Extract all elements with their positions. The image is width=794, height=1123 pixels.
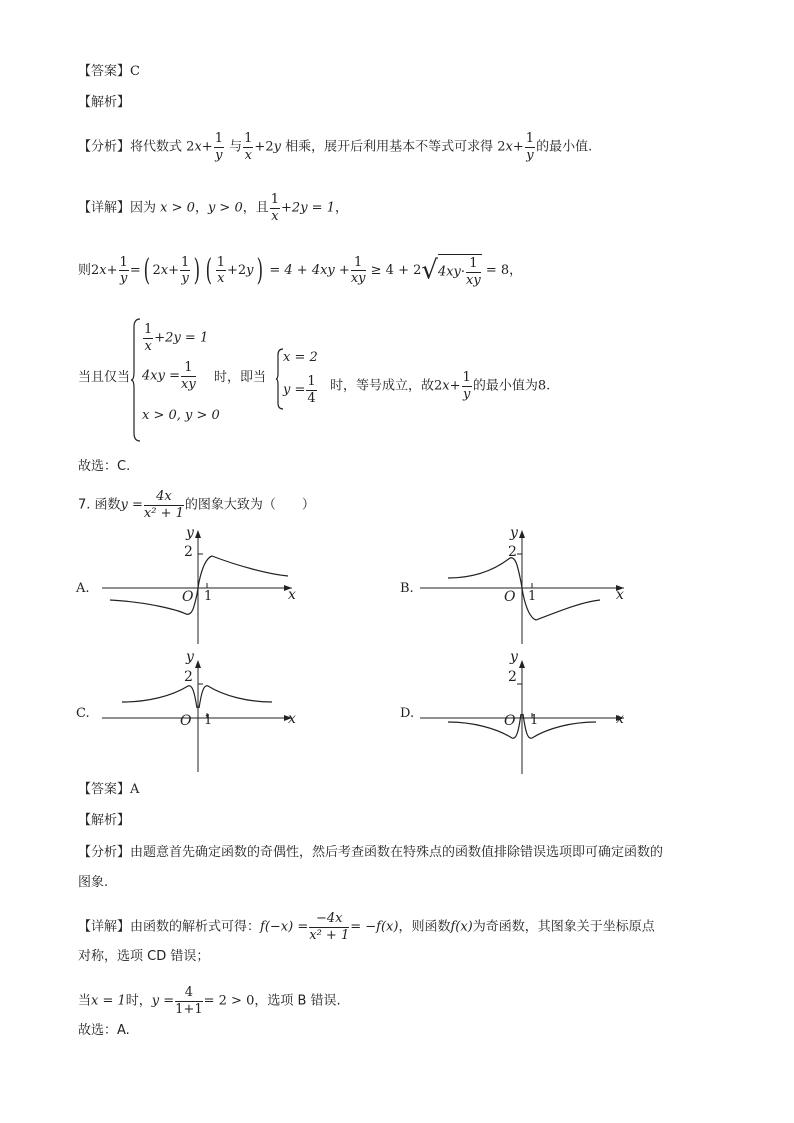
sys-l2-text: 4xy = <box>142 368 180 384</box>
q6-min-value: 8. <box>537 378 551 394</box>
math-2x-b: 2x+ <box>497 139 524 155</box>
graph-d-tick-x: 1 <box>530 713 539 728</box>
q6-fenxi-text-4: 的最小值. <box>536 139 593 155</box>
q6-xj-end: ， <box>334 200 348 216</box>
q6-chain-end: = 8， <box>485 263 523 279</box>
q7-xj-text-1: 由函数的解析式可得： <box>130 919 261 935</box>
q6-conclusion: 时，等号成立，故2x+ $\frac{1}{y}$ 的最小值为8. <box>330 370 551 402</box>
q7-xiangjie-line <box>78 912 655 942</box>
q7-dang-den: 1+1 <box>175 1001 203 1017</box>
graph-d <box>420 660 624 774</box>
sys-line-2: 4xy = $\frac{1}{xy}$ <box>142 360 196 392</box>
graph-a-y-label: y <box>186 525 194 541</box>
graph-c-tick-x: 1 <box>204 713 213 728</box>
sys-line-1: $\frac{1}{x}$ +2y = 1 <box>144 322 209 354</box>
q6-answer-value: C <box>130 64 140 79</box>
math-plus-2y: +2y <box>254 139 281 155</box>
q6-answer-line <box>78 65 140 78</box>
graph-b-tick-x: 1 <box>528 589 537 604</box>
q7-xj-fx: f(x) <box>450 919 473 935</box>
q7-dang-num: 4 <box>175 986 202 1002</box>
graph-d-origin: O <box>504 713 516 729</box>
q6-shi2: 时，等号成立，故 <box>330 378 435 394</box>
q7-stem <box>78 490 315 520</box>
option-d-label: D. <box>400 706 415 721</box>
frac-1-over-x-c: $\frac{1}{x}$ <box>270 192 280 224</box>
q7-dang: 当 <box>78 993 92 1009</box>
q7-xj-num: −4x <box>309 912 349 928</box>
q6-xj-text-2: ，且 <box>242 200 269 216</box>
sol-line-2: y = $\frac{1}{4}$ <box>283 374 316 406</box>
q7-analysis-tag: 【解析】 <box>78 813 131 828</box>
graph-c-y-label: y <box>186 649 194 665</box>
q7-xj-frac <box>309 912 349 942</box>
sol-l2-text: y = <box>283 382 306 398</box>
graph-a-tick-x: 1 <box>204 589 213 604</box>
q6-xiangjie-line <box>78 193 348 223</box>
q6-cond-x: x > 0 <box>160 200 195 216</box>
sol-line-1: x = 2 <box>283 350 318 365</box>
q6-eq: +2y = 1 <box>281 200 335 216</box>
q7-answer-line <box>78 783 139 796</box>
left-brace-icon <box>130 317 142 443</box>
q7-answer-tag: 【答案】 <box>78 782 131 797</box>
q6-chain-ge: ≥ 4 + 2 <box>370 263 422 279</box>
math-2x: 2x+ <box>186 139 213 155</box>
q6-fenxi-text-3: 相乘，展开后利用基本不等式可求得 <box>285 139 494 155</box>
q7-xj-text-3: 为奇函数，其图象关于坐标原点 <box>472 919 655 935</box>
graph-a-origin: O <box>182 589 194 605</box>
q7-stem-end: 的图象大致为（ ） <box>184 497 315 513</box>
q7-dang-end: ，选项 B 错误. <box>254 993 341 1009</box>
q6-fenxi-tag: 【分析】 <box>78 139 131 155</box>
q7-dang-res: = 2 > 0 <box>203 993 255 1009</box>
graph-b <box>420 530 624 644</box>
graph-d-tick-y: 2 <box>508 669 517 685</box>
option-c-label: C. <box>76 706 90 721</box>
q7-guxuan: 故选：A. <box>78 1023 130 1038</box>
q7-xj-rhs: = −f(x) <box>350 919 399 935</box>
option-b-label: B. <box>400 581 414 596</box>
graph-c-tick-y: 2 <box>184 669 193 685</box>
q7-xj-lhs: f(−x) = <box>260 919 309 935</box>
q7-fenxi-tag: 【分析】 <box>78 845 131 860</box>
graph-a-tick-y: 2 <box>184 544 193 560</box>
q6-comma: ， <box>194 200 208 216</box>
q6-analysis-tag: 【解析】 <box>78 95 131 110</box>
sys-l1-text: +2y = 1 <box>154 330 209 346</box>
q6-system-block <box>78 317 638 445</box>
frac-1-over-x: $\frac{1}{x}$ <box>244 131 253 163</box>
q7-fenxi-text: 由题意首先确定函数的奇偶性，然后考查函数在特殊点的函数值排除错误选项即可确定函数的 <box>130 845 664 860</box>
q7-number: 7. 函数 <box>78 497 121 513</box>
sys-line-3: x > 0, y > 0 <box>142 408 220 423</box>
q6-chain-mid: = 4 + 4xy + <box>269 263 350 279</box>
q7-dang-x: x = 1 <box>91 993 126 1009</box>
graph-d-x-label: x <box>616 711 624 727</box>
q7-xiangjie-tag: 【详解】 <box>78 919 131 935</box>
q6-fenxi-text-1: 将代数式 <box>130 139 183 155</box>
graph-b-x-label: x <box>616 587 624 603</box>
q7-fenxi-line-1 <box>78 846 663 859</box>
q6-chain-line: 则2x+ $\frac{1}{y}$ =( 2x+ $\frac{1}{y}$ ) ( $\frac{1}{x}$ +2y) = 4 + 4xy + $\frac{1}{xy}$ ≥ 4 + 2√4xy· $\frac{1}{xy}$ = 8， <box>78 252 523 288</box>
q6-fenxi-line <box>78 132 592 162</box>
graph-b-y-label: y <box>510 525 518 541</box>
q7-fenxi-line-2: 图象. <box>78 875 109 890</box>
q7-func-frac <box>144 490 184 520</box>
q6-xiangjie-tag: 【详解】 <box>78 200 131 216</box>
q6-min-text: 的最小值为 <box>472 378 538 394</box>
graph-c-x-label: x <box>288 711 296 727</box>
q7-xj-text-2: ，则函数 <box>398 919 451 935</box>
q7-xj-line-2: 对称，选项 CD 错误； <box>78 949 210 964</box>
q6-guxuan: 故选：C. <box>78 459 131 474</box>
frac-1-over-y-b: $\frac{1}{y}$ <box>525 131 535 163</box>
q7-answer-value: A <box>130 782 140 797</box>
graph-c-origin: O <box>180 713 192 729</box>
graph-a <box>102 530 292 644</box>
q7-dang-frac <box>175 986 202 1016</box>
q6-dangqie: 当且仅当 <box>78 370 131 385</box>
q7-func-lhs: y = <box>120 497 143 513</box>
graph-c <box>102 660 292 772</box>
sqrt-expression: √4xy· $\frac{1}{xy}$ <box>421 255 481 288</box>
q6-shi1: 时，即当 <box>214 370 267 385</box>
q7-dang-y: y = <box>151 993 175 1009</box>
q7-dang-line <box>78 986 341 1016</box>
graph-b-tick-y: 2 <box>508 544 517 560</box>
q7-func-den: x² + 1 <box>143 505 184 521</box>
q6-ze: 则 <box>78 263 92 279</box>
q6-answer-tag: 【答案】 <box>78 64 131 79</box>
q7-dang-t: 时， <box>125 993 152 1009</box>
q7-graphs <box>0 520 794 780</box>
graph-a-x-label: x <box>288 587 296 603</box>
q7-func-num: 4x <box>144 490 184 506</box>
option-a-label: A. <box>76 581 90 596</box>
q7-xj-den: x² + 1 <box>309 927 350 943</box>
q6-cond-y: y > 0 <box>207 200 243 216</box>
graph-b-origin: O <box>504 589 516 605</box>
frac-1-over-y: $\frac{1}{y}$ <box>214 131 223 163</box>
q6-fenxi-text-2: 与 <box>229 139 243 155</box>
graph-d-y-label: y <box>510 649 518 665</box>
q6-xj-text-1: 因为 <box>130 200 157 216</box>
